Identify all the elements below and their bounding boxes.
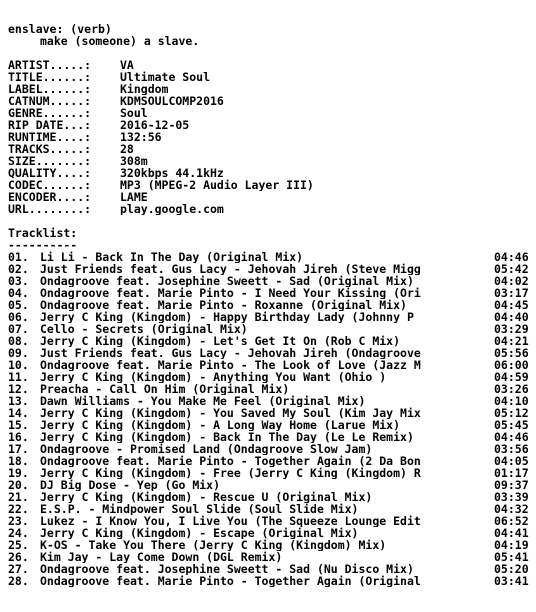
track-number: 14. [8, 407, 29, 419]
track-duration: 05:12 [494, 407, 532, 419]
track-row [8, 383, 532, 395]
track-title: DJ Big Dose - Yep (Go Mix) [40, 479, 221, 491]
track-row [8, 479, 532, 491]
info-row [8, 83, 532, 95]
track-title: Ondagroove - Promised Land (Ondagroove Slow Jam) [40, 443, 373, 455]
track-title: E.S.P. - Mindpower Soul Slide (Soul Slide Mix) [40, 503, 359, 515]
track-duration: 03:17 [494, 287, 532, 299]
track-title: Kim Jay - Lay Come Down (DGL Remix) [40, 551, 283, 563]
track-row [8, 263, 532, 275]
info-row [8, 119, 532, 131]
info-key: URL........: [8, 203, 92, 215]
track-duration: 03:39 [494, 491, 532, 503]
track-title: Jerry C King (Kingdom) - Anything You Want (Ohio ) [40, 371, 387, 383]
track-duration: 06:00 [494, 359, 532, 371]
track-number: 06. [8, 311, 29, 323]
info-value: 132:56 [120, 131, 162, 143]
info-key: ARTIST.....: [8, 59, 92, 71]
track-duration: 04:41 [494, 527, 532, 539]
track-duration: 04:46 [494, 431, 532, 443]
spacer [8, 47, 532, 59]
spacer [8, 215, 532, 227]
track-duration: 03:41 [494, 575, 532, 587]
track-duration: 04:21 [494, 335, 532, 347]
track-title: Ondagroove feat. Marie Pinto - Together Again (2 Da Bon [40, 455, 421, 467]
info-key: QUALITY....: [8, 167, 92, 179]
info-row [8, 203, 532, 215]
track-title: Li Li - Back In The Day (Original Mix) [40, 251, 304, 263]
track-number: 12. [8, 383, 29, 395]
track-number: 05. [8, 299, 29, 311]
track-title: K-OS - Take You There (Jerry C King (Kingdom) Mix) [40, 539, 387, 551]
info-key: RIP DATE...: [8, 119, 92, 131]
track-duration: 04:10 [494, 395, 532, 407]
track-duration: 03:56 [494, 443, 532, 455]
track-title: Ondagroove feat. Josephine Sweett - Sad (Original Mix) [40, 275, 414, 287]
track-row [8, 419, 532, 431]
info-row [8, 131, 532, 143]
track-row [8, 503, 532, 515]
info-value: KDMSOULCOMP2016 [120, 95, 224, 107]
track-row [8, 551, 532, 563]
track-title: Jerry C King (Kingdom) - A Long Way Home (Larue Mix) [40, 419, 401, 431]
info-value: Ultimate Soul [120, 71, 211, 83]
track-row [8, 515, 532, 527]
track-title: Jerry C King (Kingdom) - You Saved My Soul (Kim Jay Mix [40, 407, 421, 419]
track-duration: 05:42 [494, 263, 532, 275]
track-title: Cello - Secrets (Original Mix) [40, 323, 248, 335]
track-title: Jerry C King (Kingdom) - Happy Birthday Lady (Johnny P [40, 311, 414, 323]
track-duration: 04:32 [494, 503, 532, 515]
track-title: Just Friends feat. Gus Lacy - Jehovah Jireh (Steve Migg [40, 263, 421, 275]
track-number: 15. [8, 419, 29, 431]
info-key: CATNUM.....: [8, 95, 92, 107]
track-title: Dawn Williams - You Make Me Feel (Original Mix) [40, 395, 366, 407]
track-number: 21. [8, 491, 29, 503]
track-duration: 03:29 [494, 323, 532, 335]
track-title: Ondagroove feat. Marie Pinto - Together Again (Original [40, 575, 421, 587]
track-row [8, 323, 532, 335]
tracklist [8, 251, 532, 587]
track-duration: 04:19 [494, 539, 532, 551]
track-title: Jerry C King (Kingdom) - Back In The Day (Le Le Remix) [40, 431, 414, 443]
info-key: GENRE......: [8, 107, 92, 119]
track-row [8, 311, 532, 323]
info-row [8, 179, 532, 191]
track-number: 26. [8, 551, 29, 563]
info-key: SIZE.......: [8, 155, 92, 167]
track-number: 11. [8, 371, 29, 383]
track-duration: 03:26 [494, 383, 532, 395]
definition-meaning: make (someone) a slave. [40, 35, 200, 47]
track-row [8, 371, 532, 383]
track-duration: 01:17 [494, 467, 532, 479]
track-row [8, 347, 532, 359]
track-row [8, 407, 532, 419]
tracklist-heading: Tracklist: [8, 227, 78, 239]
track-title: Ondagroove feat. Marie Pinto - Roxanne (Original Mix) [40, 299, 407, 311]
track-row [8, 299, 532, 311]
info-key: CODEC......: [8, 179, 92, 191]
info-key: ENCODER....: [8, 191, 92, 203]
tracklist-rule: ---------- [8, 239, 78, 251]
track-title: Lukez - I Know You, I Live You (The Squeeze Lounge Edit [40, 515, 421, 527]
track-number: 10. [8, 359, 29, 371]
info-value: 308m [120, 155, 148, 167]
track-number: 01. [8, 251, 29, 263]
track-row [8, 575, 532, 587]
track-title: Ondagroove feat. Marie Pinto - I Need Your Kissing (Ori [40, 287, 421, 299]
info-value: 320kbps 44.1kHz [120, 167, 224, 179]
info-key: RUNTIME....: [8, 131, 92, 143]
track-number: 17. [8, 443, 29, 455]
track-title: Jerry C King (Kingdom) - Let's Get It On (Rob C Mix) [40, 335, 401, 347]
info-value: LAME [120, 191, 148, 203]
track-number: 24. [8, 527, 29, 539]
release-info [8, 59, 532, 215]
info-value: VA [120, 59, 134, 71]
info-value: 28 [120, 143, 134, 155]
track-row [8, 467, 532, 479]
track-title: Preacha - Call On Him (Original Mix) [40, 383, 290, 395]
info-key: TITLE......: [8, 71, 92, 83]
track-number: 16. [8, 431, 29, 443]
track-row [8, 443, 532, 455]
track-number: 18. [8, 455, 29, 467]
info-row [8, 191, 532, 203]
nfo-document [8, 23, 532, 587]
info-row [8, 71, 532, 83]
track-number: 23. [8, 515, 29, 527]
track-row [8, 491, 532, 503]
track-number: 09. [8, 347, 29, 359]
info-row [8, 155, 532, 167]
track-title: Ondagroove feat. Josephine Sweett - Sad (Nu Disco Mix) [40, 563, 414, 575]
track-row [8, 287, 532, 299]
track-duration: 05:20 [494, 563, 532, 575]
track-title: Jerry C King (Kingdom) - Rescue U (Original Mix) [40, 491, 373, 503]
track-number: 25. [8, 539, 29, 551]
track-duration: 04:59 [494, 371, 532, 383]
info-row [8, 95, 532, 107]
track-row [8, 527, 532, 539]
track-row [8, 251, 532, 263]
track-duration: 05:45 [494, 419, 532, 431]
track-title: Ondagroove feat. Marie Pinto - The Look of Love (Jazz M [40, 359, 421, 371]
track-number: 02. [8, 263, 29, 275]
info-value: 2016-12-05 [120, 119, 190, 131]
track-number: 22. [8, 503, 29, 515]
info-row [8, 59, 532, 71]
track-row [8, 395, 532, 407]
track-title: Just Friends feat. Gus Lacy - Jehovah Jireh (Ondagroove [40, 347, 421, 359]
track-row [8, 359, 532, 371]
track-duration: 05:56 [494, 347, 532, 359]
track-duration: 04:45 [494, 299, 532, 311]
track-row [8, 455, 532, 467]
track-number: 27. [8, 563, 29, 575]
track-duration: 04:05 [494, 455, 532, 467]
track-number: 19. [8, 467, 29, 479]
info-value: play.google.com [120, 203, 224, 215]
track-duration: 04:40 [494, 311, 532, 323]
info-row [8, 143, 532, 155]
track-row [8, 275, 532, 287]
track-duration: 04:02 [494, 275, 532, 287]
track-row [8, 539, 532, 551]
track-number: 13. [8, 395, 29, 407]
info-row [8, 107, 532, 119]
track-number: 20. [8, 479, 29, 491]
track-number: 08. [8, 335, 29, 347]
track-title: Jerry C King (Kingdom) - Escape (Original Mix) [40, 527, 359, 539]
track-title: Jerry C King (Kingdom) - Free (Jerry C King (Kingdom) R [40, 467, 421, 479]
info-row [8, 167, 532, 179]
info-value: Kingdom [120, 83, 169, 95]
track-row [8, 563, 532, 575]
track-row [8, 335, 532, 347]
track-number: 28. [8, 575, 29, 587]
track-duration: 09:37 [494, 479, 532, 491]
info-value: Soul [120, 107, 148, 119]
track-duration: 04:46 [494, 251, 532, 263]
info-key: LABEL......: [8, 83, 92, 95]
track-number: 07. [8, 323, 29, 335]
definition-word: enslave: (verb) [8, 23, 112, 35]
track-number: 03. [8, 275, 29, 287]
track-duration: 06:52 [494, 515, 532, 527]
track-duration: 05:41 [494, 551, 532, 563]
track-row [8, 431, 532, 443]
info-value: MP3 (MPEG-2 Audio Layer III) [120, 179, 314, 191]
info-key: TRACKS.....: [8, 143, 92, 155]
track-number: 04. [8, 287, 29, 299]
